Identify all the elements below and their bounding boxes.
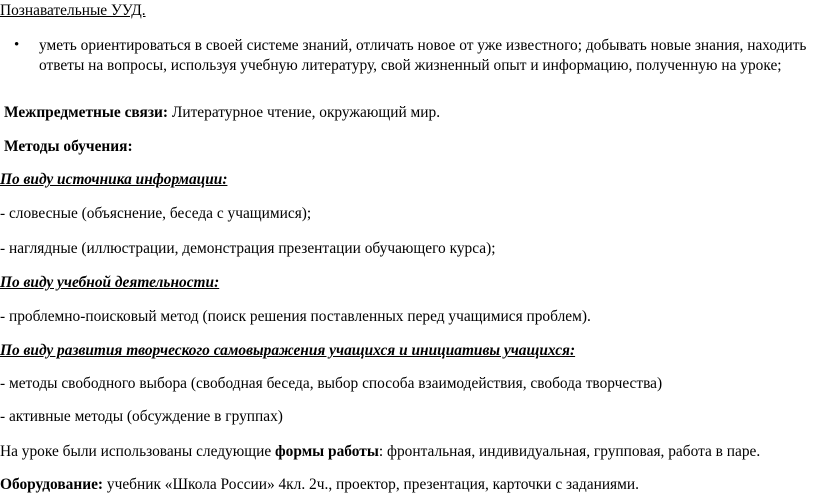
bullet-text: уметь ориентироваться в своей системе знаний, отличать новое от уже известного; добывать новые знания, находить ответы на вопросы, используя учебную литературу, свой жизненный опыт и информацию, полученную на уроке; (39, 37, 807, 74)
interdisciplinary-text: Литературное чтение, окружающий мир. (168, 104, 441, 121)
interdisciplinary-label: Межпредметные связи: (4, 104, 169, 121)
by-creativity-item: - методы свободного выбора (свободная беседа, выбор способа взаимодействия, свобода творчества) (0, 375, 663, 392)
heading-cognitive-uud: Познавательные УУД. (0, 2, 146, 19)
by-activity-title: По виду учебной деятельности: (0, 274, 220, 291)
equipment-text: учебник «Школа России» 4кл. 2ч., проектор, презентация, карточки с заданиями. (103, 476, 639, 493)
interdisciplinary-paragraph (4, 103, 440, 122)
by-creativity-item: - активные методы (обсуждение в группах) (0, 408, 283, 425)
by-creativity-title: По виду развития творческого самовыражения учащихся и инициативы учащихся: (0, 342, 576, 359)
by-source-item: - наглядные (иллюстрации, демонстрация презентации обучающего курса); (0, 240, 496, 257)
equipment-paragraph (0, 475, 639, 494)
methods-heading: Методы обучения: (4, 138, 133, 155)
equipment-label: Оборудование: (0, 476, 104, 493)
by-source-title: По виду источника информации: (0, 171, 228, 188)
bullet-marker: • (14, 37, 20, 53)
forms-text: : фронтальная, индивидуальная, групповая, работа в паре. (378, 443, 761, 460)
forms-label: формы работы (275, 443, 379, 460)
forms-paragraph (0, 442, 760, 461)
by-activity-item: - проблемно-поисковый метод (поиск решения поставленных перед учащимися проблем). (0, 308, 591, 325)
forms-prefix: На уроке были использованы следующие (0, 443, 276, 460)
by-source-item: - словесные (объяснение, беседа с учащимися); (0, 205, 312, 222)
